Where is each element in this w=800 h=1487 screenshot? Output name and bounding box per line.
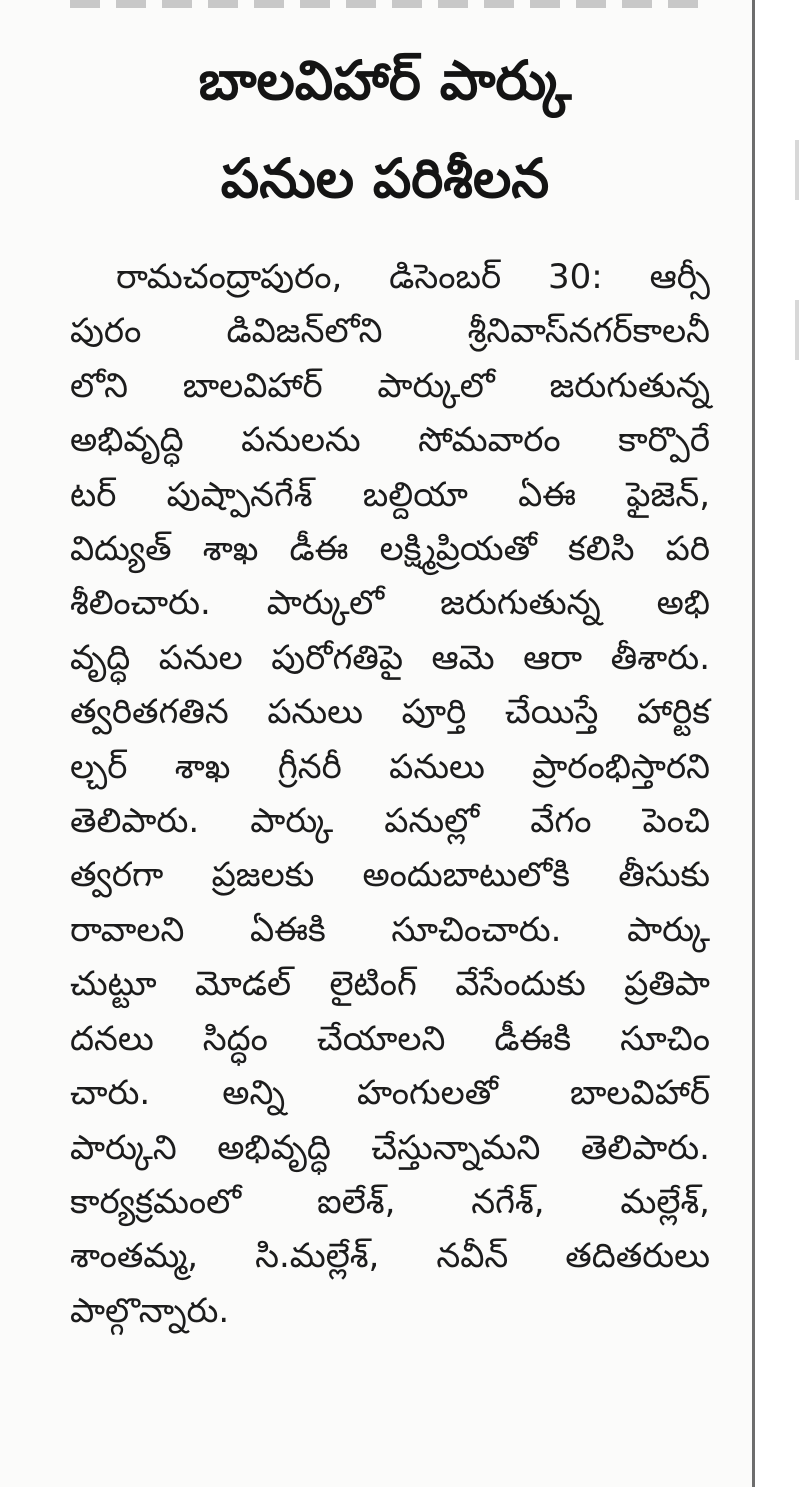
article-body (70, 250, 710, 1338)
body-line: రామచంద్రాపురం, డిసెంబర్ 30: ఆర్సీ (116, 257, 710, 297)
body-line: అభివృద్ధి పనులను సోమవారం కార్పొరే (70, 420, 710, 461)
body-line: పురం డివిజన్‌లోని శ్రీనివాస్‌నగర్‌కాలనీ (70, 311, 710, 352)
body-line: దనలు సిద్ధం చేయాలని డీఈకి సూచిం (70, 1018, 710, 1059)
body-line: పాల్గొన్నారు. (70, 1290, 230, 1331)
body-line: వృద్ధి పనుల పురోగతిపై ఆమె ఆరా తీశారు. (70, 637, 710, 678)
body-line: టర్ పుష్పానగేశ్ బల్దియా ఏఈ ఫైజెన్, (70, 474, 710, 515)
body-line: రావాలని ఏఈకి సూచించారు. పార్కు (70, 909, 710, 950)
body-line: కార్యక్రమంలో ఐలేశ్, నగేశ్, మల్లేశ్, (70, 1181, 710, 1222)
adjacent-column-edge (795, 140, 799, 200)
adjacent-column-edge (795, 300, 799, 360)
right-margin (755, 0, 800, 1487)
headline-line: పనుల పరిశీలన (220, 147, 550, 210)
body-line: చుట్టూ మోడల్ లైటింగ్ వేసేందుకు ప్రతిపా (70, 964, 710, 1005)
body-line: చారు. అన్ని హంగులతో బాలవిహార్ (70, 1073, 710, 1114)
body-line: పార్కుని అభివృద్ధి చేస్తున్నామని తెలిపారు. (70, 1127, 710, 1168)
body-line: త్వరితగతిన పనులు పూర్తి చేయిస్తే హార్టిక (70, 692, 710, 733)
cut-off-previous-text (70, 0, 710, 8)
article-headline (60, 32, 710, 228)
body-line: విద్యుత్ శాఖ డీఈ లక్ష్మిప్రియతో కలిసి పరి (70, 529, 710, 570)
body-line: త్వరగా ప్రజలకు అందుబాటులోకి తీసుకు (70, 855, 710, 896)
body-line: శాంతమ్మ, సి.మల్లేశ్, నవీన్ తదితరులు (70, 1236, 710, 1277)
body-line: ల్చర్ శాఖ గ్రీనరీ పనులు ప్రారంభిస్తారని (70, 746, 710, 787)
body-line: తెలిపారు. పార్కు పనుల్లో వేగం పెంచి (70, 801, 710, 842)
body-line: శీలించారు. పార్కులో జరుగుతున్న అభి (70, 583, 710, 624)
body-line: లోని బాలవిహార్ పార్కులో జరుగుతున్న (70, 365, 710, 406)
headline-line: బాలవిహార్ పార్కు (198, 49, 572, 112)
